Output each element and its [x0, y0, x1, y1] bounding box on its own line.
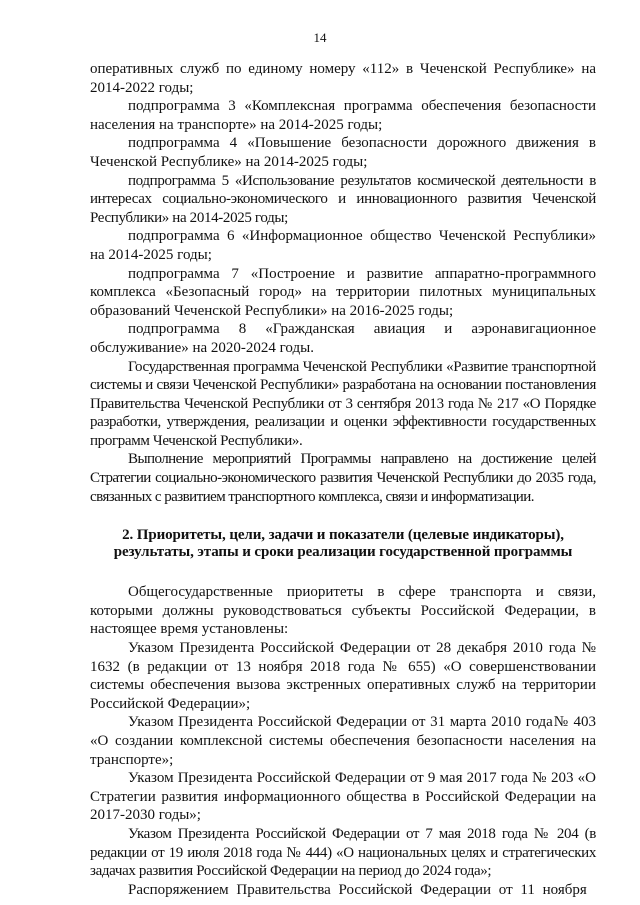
paragraph: оперативных служб по единому номеру «112» в Чеченской Республике» на 2014-2022 годы;: [90, 61, 596, 96]
paragraph: Указом Президента Российской Федерации от 28 декабря 2010 года № 1632 (в редакции от 13 ноября 2018 года № 655) «О совершенствовании системы обеспечения вызова экстренных оперативных служб на территории Российской Федерации»;: [90, 640, 596, 712]
paragraph: подпрограмма 5 «Использование результатов космической деятельности в интересах социально-экономического и инновационного развития Чеченской Республики» на 2014-2025 годы;: [90, 172, 596, 226]
document-body: [90, 60, 596, 899]
paragraph: подпрограмма 7 «Построение и развитие аппаратно-программного комплекса «Безопасный город» на территории пилотных муниципальных образований Чеченской Республики» на 2016-2025 годы;: [90, 265, 596, 319]
page-number: 14: [313, 30, 327, 45]
paragraph: Указом Президента Российской Федерации от 7 мая 2018 года № 204 (в редакции от 19 июля 2018 года № 444) «О национальных целях и стратегических задачах развития Российской Федерации на период до 2024 года»;: [90, 825, 596, 880]
paragraph: Общегосударственные приоритеты в сфере транспорта и связи, которыми должны руководствоваться субъекты Российской Федерации, в настоящее время установлены:: [90, 584, 596, 638]
section-heading: 2. Приоритеты, цели, задачи и показатели (целевые индикаторы), результаты, этапы и сроки реализации государственной программы: [113, 527, 573, 561]
paragraph: подпрограмма 6 «Информационное общество Чеченской Республики» на 2014-2025 годы;: [90, 228, 596, 263]
paragraph: подпрограмма 4 «Повышение безопасности дорожного движения в Чеченской Республике» на 2014-2025 годы;: [90, 135, 596, 170]
paragraph: Указом Президента Российской Федерации от 9 мая 2017 года № 203 «О Стратегии развития информационного общества в Российской Федерации на 2017-2030 годы»;: [90, 770, 596, 824]
paragraph: Выполнение мероприятий Программы направлено на достижение целей Стратегии социально-экономического развития Чеченской Республики до 2035 года, связанных с развитием транспортного комплекса, связи и информатизации.: [90, 451, 596, 505]
paragraph: Указом Президента Российской Федерации от 31 марта 2010 года№ 403 «О создании комплексной системы обеспечения безопасности населения на транспорте»;: [90, 714, 596, 768]
paragraph: Государственная программа Чеченской Республики «Развитие транспортной системы и связи Чеченской Республики» разработана на основании постановления Правительства Чеченской Республики от 3 сентября 2013 года № 217 «О Порядке разработки, утверждения, реализации и оценки эффективности государственных программ Чеченской Республики».: [90, 358, 596, 449]
paragraph: подпрограмма 3 «Комплексная программа обеспечения безопасности населения на транспорте» на 2014-2025 годы;: [90, 98, 596, 133]
paragraph: Распоряжением Правительства Российской Федерации от 11 ноября: [128, 881, 587, 898]
paragraph: подпрограмма 8 «Гражданская авиация и аэронавигационное обслуживание» на 2020-2024 годы.: [90, 321, 596, 356]
